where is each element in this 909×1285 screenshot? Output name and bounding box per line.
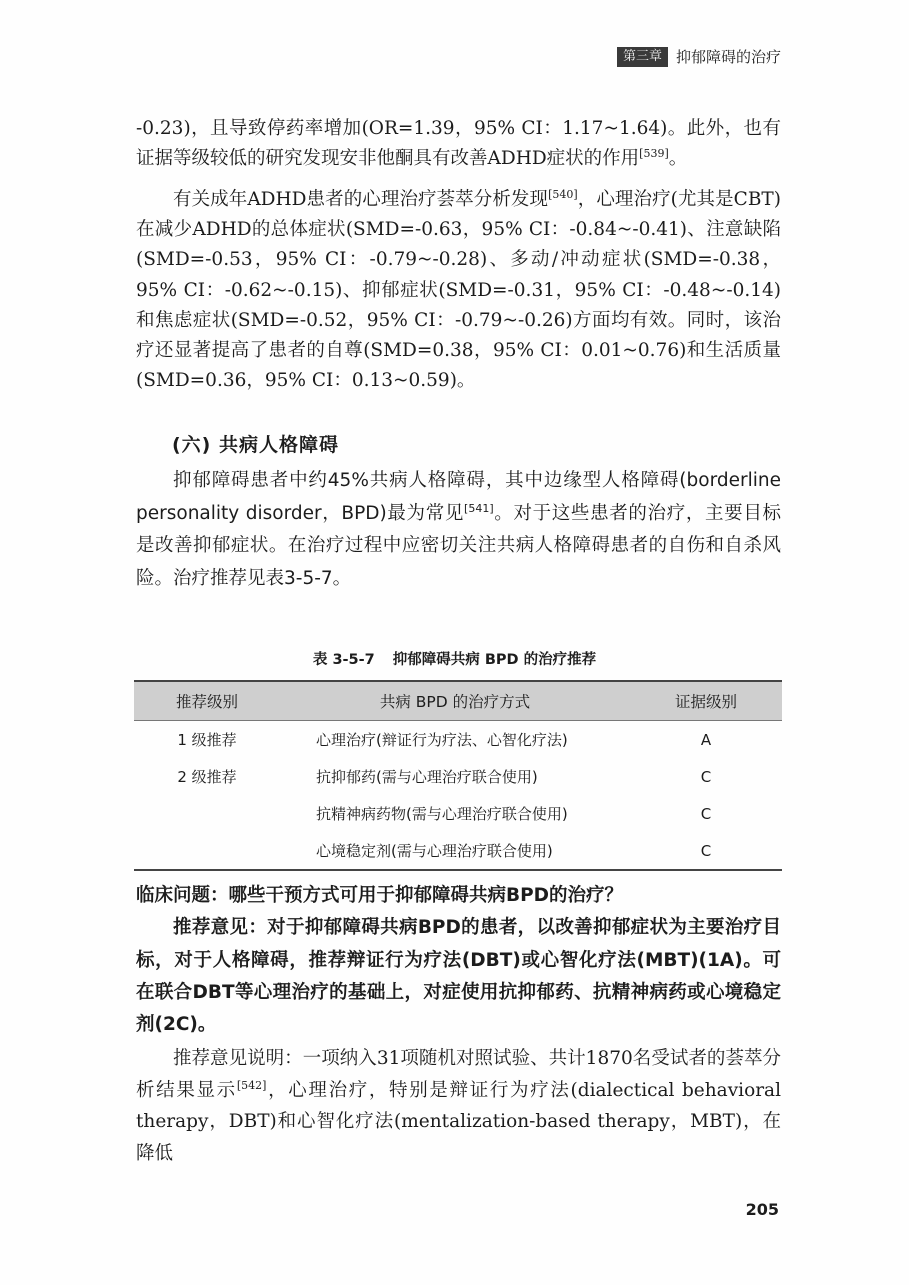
table-caption (0, 648, 909, 669)
citation-ref: [539] (639, 147, 669, 161)
paragraph-text: 抑郁障碍患者中约45%共病人格障碍，其中边缘型人格障碍(borderline personality disorder，BPD)最为常见 (136, 470, 781, 524)
table-header-cell: 共病 BPD 的治疗方式 (280, 681, 630, 721)
table-row (134, 758, 782, 795)
table-header-cell: 推荐级别 (134, 681, 280, 721)
table-row (134, 721, 782, 759)
chapter-badge: 第三章 (617, 47, 668, 67)
table-cell: 心理治疗(辩证行为疗法、心智化疗法) (316, 731, 568, 749)
table-cell: 抗精神病药物(需与心理治疗联合使用) (316, 805, 568, 823)
table-cell: A (700, 730, 712, 749)
table-cell (134, 832, 280, 870)
clinical-recommendation-block (136, 880, 781, 1041)
table-header-cell: 证据级别 (630, 681, 782, 721)
paragraph-text: 有关成年ADHD患者的心理治疗荟萃分析发现 (173, 189, 549, 210)
citation-ref: [542] (236, 1078, 267, 1092)
citation-ref: [540] (548, 187, 578, 201)
paragraph-text: 。对于这些患者的治疗，主要目标是改善抑郁症状。在治疗过程中应密切关注共病人格障碍患者的自伤和自杀风险。治疗推荐见表3-5-7。 (136, 502, 781, 589)
clinical-question: 临床问题：哪些干预方式可用于抑郁障碍共病BPD的治疗？ (136, 885, 624, 906)
table-cell: 2 级推荐 (177, 768, 237, 786)
table-cell: C (630, 832, 782, 870)
table-cell: C (700, 767, 712, 786)
paragraph-continued (136, 114, 781, 174)
table-cell: C (700, 804, 712, 823)
paragraph-text: 推荐意见说明：一项纳入31项随机对照试验、共计1870名受试者的荟萃分析结果显示 (136, 1048, 781, 1101)
table-caption-title: 抑郁障碍共病 BPD 的治疗推荐 (392, 652, 597, 668)
page-number: 205 (745, 1200, 779, 1219)
table-cell: 1 级推荐 (177, 731, 237, 749)
citation-ref: [541] (464, 501, 494, 515)
paragraph-text: 。 (668, 148, 688, 170)
paragraph-text: ，心理治疗(尤其是CBT)在减少ADHD的总体症状(SMD=-0.63，95% CI：-0.84~-0.41)、注意缺陷(SMD=-0.53，95% CI：-0.79~-0.28)、多动/冲动症状(SMD=-0.38，95% CI：-0.62~-0.15)、抑郁症状(SMD=-0.31，95% CI：-0.48~-0.14)和焦虑症状(SMD=-0.52，95% CI：-0.79~-0.26)方面均有效。同时，该治疗还显著提高了患者的自尊(SMD=0.38，95% CI：0.01~0.76)和生活质量(SMD=0.36，95% CI：0.13~0.59)。 (136, 189, 781, 392)
table-cell: 心境稳定剂(需与心理治疗联合使用) (280, 832, 630, 870)
running-header (617, 46, 781, 67)
recommendation-text: 推荐意见：对于抑郁障碍共病BPD的患者，以改善抑郁症状为主要治疗目标，对于人格障碍，推荐辩证行为疗法(DBT)或心智化疗法(MBT)(1A)。可在联合DBT等心理治疗的基础上，对症使用抗抑郁药、抗精神病药或心境稳定剂(2C)。 (136, 917, 781, 1036)
table-cell: 抗抑郁药(需与心理治疗联合使用) (316, 768, 538, 786)
table-row (134, 795, 782, 832)
paragraph-psychotherapy (136, 185, 781, 396)
table-cell (134, 795, 280, 832)
paragraph-comorbid (136, 465, 781, 595)
table-row (134, 832, 782, 870)
table-header-row (134, 681, 782, 721)
header-title: 抑郁障碍的治疗 (675, 48, 781, 66)
paragraph-text: ，心理治疗，特别是辩证行为疗法(dialectical behavioral therapy，DBT)和心智化疗法(mentalization-based therapy，MBT)，在降低 (136, 1079, 781, 1164)
table-caption-number: 表 3-5-7 (312, 652, 375, 668)
section-heading: (六) 共病人格障碍 (172, 434, 339, 456)
recommendation-note (136, 1043, 781, 1169)
recommendation-table (134, 680, 782, 871)
paragraph-text: -0.23)，且导致停药率增加(OR=1.39，95% CI：1.17~1.64)。此外，也有证据等级较低的研究发现安非他酮具有改善ADHD症状的作用 (136, 118, 781, 170)
